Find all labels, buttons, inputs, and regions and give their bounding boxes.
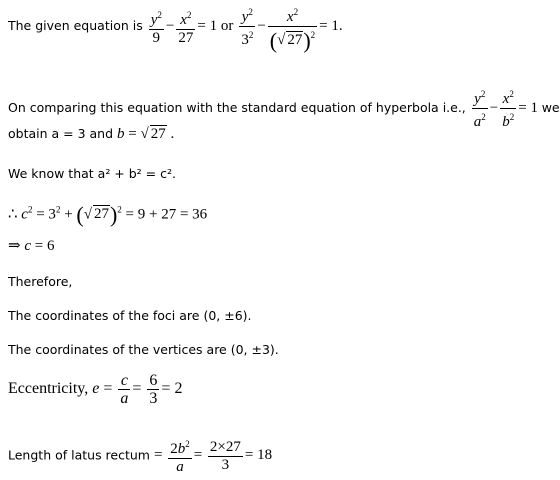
- given-equation-label: The given equation is: [8, 17, 143, 33]
- comparison-line: [8, 86, 560, 131]
- comparison-we: we: [541, 99, 560, 115]
- know-line: We know that a² + b² = c².: [8, 166, 176, 181]
- given-equation-alt-formula: $\frac{y^2}{3^2}$ − $\frac{x^2}{(√ 27)^2}$ = 1.: [237, 18, 342, 34]
- c-value-formula: ⇒ c = 6: [8, 238, 55, 254]
- given-equation-formula: $\frac{y^2}{9}$ − $\frac{x^2}{27}$ = 1: [147, 18, 221, 34]
- b-value-formula: b = √ 27 .: [117, 126, 175, 142]
- vertices-line: The coordinates of the vertices are (0, ±3).: [8, 342, 279, 357]
- standard-hyperbola-formula: $\frac{y^2}{a^2}$ − $\frac{x^2}{b^2}$ = 1: [470, 100, 542, 116]
- c-squared-formula: ∴ $c^2 = 3^2$ + (√ 27)$^2$ = 9 + 27 = 36: [8, 202, 208, 227]
- obtain-line: [8, 126, 174, 143]
- latus-rectum-formula: = $\frac{2b^2}{a}$ = $\frac{2\times 27}{3}$ = 18: [154, 447, 272, 463]
- eccentricity-line: Eccentricity, e = $\frac{c}{a}$ = $\frac{6}{3}$ = 2: [8, 372, 183, 407]
- given-equation-line: [8, 4, 343, 54]
- comparison-text: On comparing this equation with the standard equation of hyperbola i.e.,: [8, 99, 466, 115]
- latus-rectum-line: [8, 436, 272, 476]
- eccentricity-label: Eccentricity,: [8, 380, 89, 398]
- latus-rectum-label: Length of latus rectum: [8, 447, 150, 463]
- obtain-text: obtain a = 3 and: [8, 126, 114, 141]
- foci-line: The coordinates of the foci are (0, ±6).: [8, 308, 252, 323]
- therefore-line: Therefore,: [8, 274, 73, 289]
- or-word: or: [220, 17, 234, 34]
